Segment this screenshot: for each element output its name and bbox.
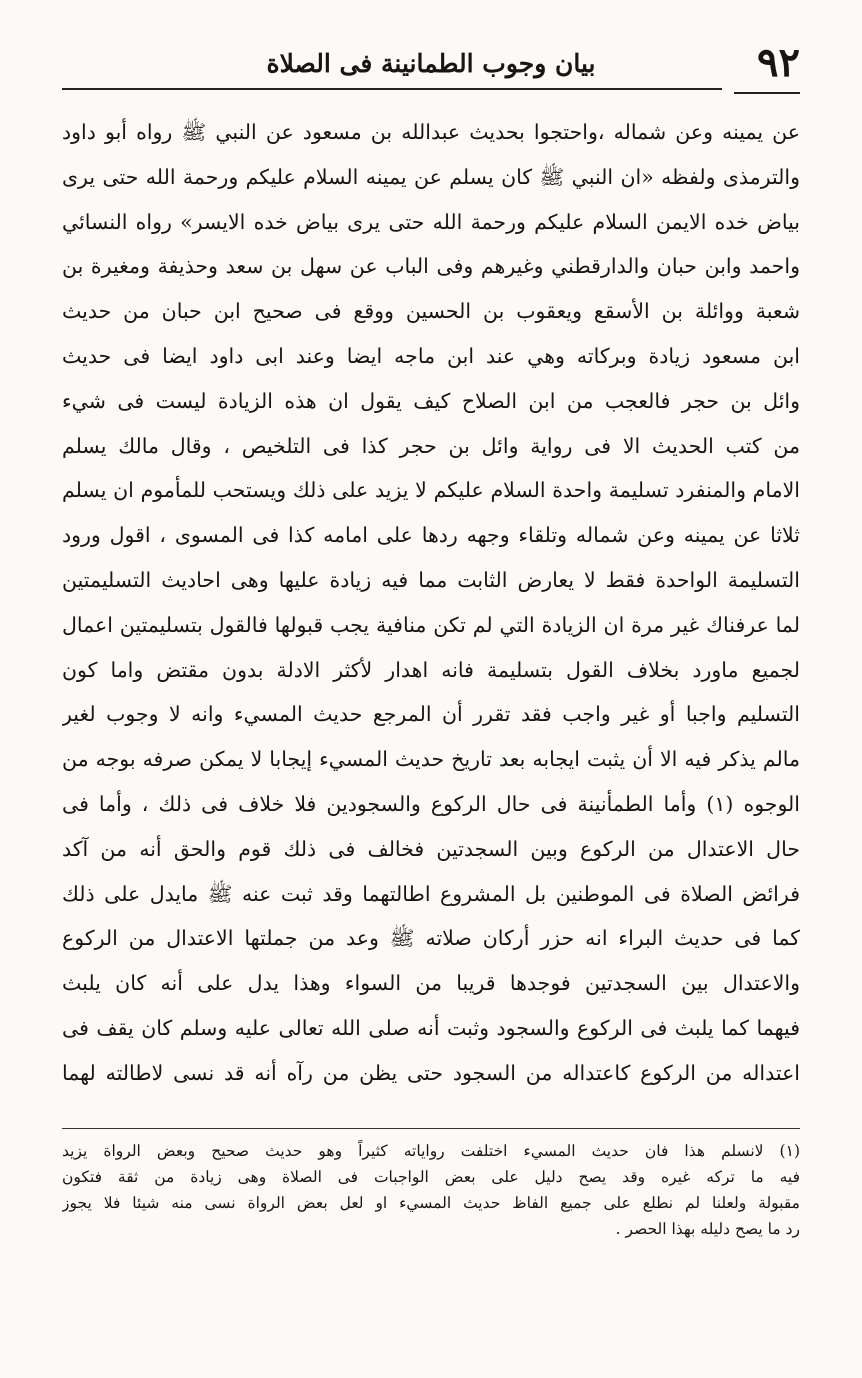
body-line: وائل بن حجر فالعجب من ابن الصلاح كيف يقول ان هذه الزيادة ليست فى شيء [62, 388, 800, 413]
body-line: بياض خده الايمن السلام عليكم ورحمة الله حتى يرى بياض خده الايسر» رواه النسائي [62, 209, 800, 234]
footnote-line: (١) لانسلم هذا فان حديث المسيء اختلفت رواياته كثيراً وهو حديث صحيح وبعض الرواة يزيد [62, 1142, 800, 1160]
body-line: من كتب الحديث الا فى رواية وائل بن حجر كذا فى التلخيص ، وقال مالك يسلم [62, 433, 800, 458]
body-line: عن يمينه وعن شماله ،واحتجوا بحديث عبدالله بن مسعود عن النبي ﷺ رواه أبو داود [62, 120, 800, 144]
header-rule [62, 88, 722, 90]
footnote-line: مقبولة ولعلنا لم نطلع على جميع الفاظ حديث المسيء او لعل بعض الرواة نسى منه شيئا فلا يجوز [62, 1194, 800, 1212]
body-line: اعتداله من الركوع كاعتداله من السجود حتى يظن من رآه أنه قد نسى لاطالته لهما [62, 1060, 800, 1085]
body-line: لما عرفناك غير مرة ان الزيادة التي لم تكن منافية يجب قبولها فالقول بتسليمتين اعمال [62, 612, 800, 637]
body-line: شعبة ووائلة بن الأسقع ويعقوب بن الحسين ووقع فى صحيح ابن حبان من حديث [62, 299, 800, 324]
body-line: فرائض الصلاة فى الموطنين بل المشروع اطالتهما وقد ثبت عنه ﷺ مايدل على ذلك [62, 881, 800, 906]
header-rule-under-number [734, 92, 800, 94]
body-line: حال الاعتدال من الركوع وبين السجدتين فخالف فى ذلك قوم والحق أنه من آكد [62, 836, 800, 861]
body-line: لجميع ماورد بخلاف القول بتسليمة فانه اهدار لأكثر الادلة بدون مقتض واما كون [62, 657, 800, 682]
page-number: ٩٢ [757, 39, 800, 86]
body-line: والاعتدال بين السجدتين فوجدها قريبا من السواء وهذا يدل على أنه كان يلبث [62, 971, 800, 996]
body-line: واحمد وابن حبان والدارقطني وغيرهم وفى الباب عن سهل بن سعد وحذيفة ومغيرة بن [62, 254, 800, 279]
body-line: مالم يذكر فيه الا أن يثبت ايجابه بعد تاريخ حديث المسيء إيجابا لا يمكن صرفه بوجه من [62, 747, 800, 772]
body-line: ابن مسعود زيادة وبركاته وهي عند ابن ماجه ايضا وعند ابى داود ايضا فى حديث [62, 343, 800, 368]
body-line: التسليم واجبا أو غير واجب فقد تقرر أن المرجع حديث المسيء وانه لا وجوب لغير [62, 702, 800, 727]
body-line: كما فى حديث البراء انه حزر أركان صلاته ﷺ وعد من جملتها الاعتدال من الركوع [62, 926, 800, 951]
footnote-separator [62, 1128, 800, 1129]
body-line: فيهما كما يلبث فى الركوع والسجود وثبت أنه صلى الله تعالى عليه وسلم كان يقف فى [62, 1015, 800, 1040]
running-title: بيان وجوب الطمانينة فى الصلاة [266, 49, 596, 78]
body-text [62, 110, 800, 1096]
footnote-line: فيه ما تركه غيره وقد يصح دليل على بعض الواجبات فى الصلاة وهى زيادة من ثقة فتكون [62, 1168, 800, 1186]
body-line: ثلاثا عن يمينه وعن شماله وتلقاء وجهه ردها على امامه كذا فى المسوى ، اقول ورود [62, 523, 800, 548]
footnote [62, 1138, 800, 1242]
body-line: الامام والمنفرد تسليمة واحدة السلام عليكم لا يزيد على ذلك ويستحب للمأموم ان يسلم [62, 478, 800, 503]
footnote-line: رد ما يصح دليله بهذا الحصر . [615, 1220, 800, 1238]
body-line: والترمذى ولفظه «ان النبي ﷺ كان يسلم عن يمينه السلام عليكم ورحمة الله حتى يرى [62, 164, 800, 189]
body-line: التسليمة الواحدة فقط لا يعارض الثابت مما فيه زيادة عليها وهى احاديث التسليمتين [62, 567, 800, 592]
body-line: الوجوه (١) وأما الطمأنينة فى حال الركوع والسجودين فلا خلاف فى ذلك ، وأما فى [62, 791, 800, 816]
